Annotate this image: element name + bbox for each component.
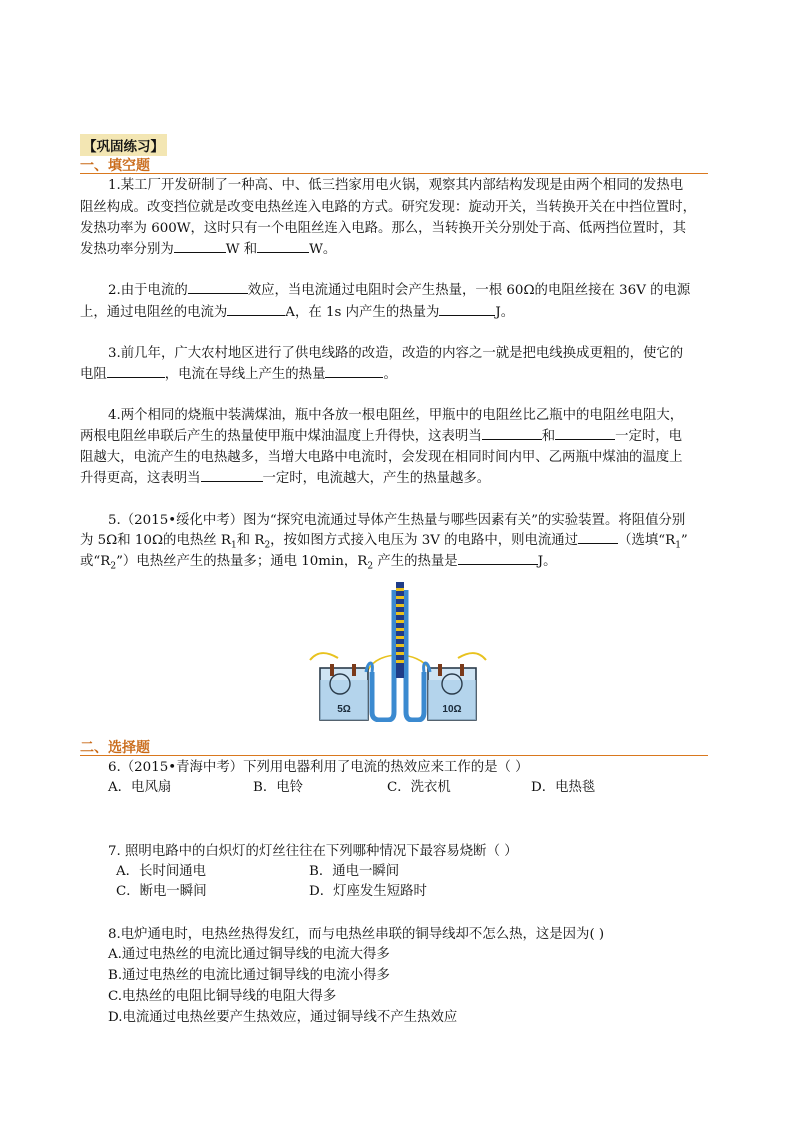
q1-line2: 阻丝构成。改变挡位就是改变电热丝连入电路的方式。研究发现：旋动开关，当转换开关在中挡位置时， bbox=[80, 200, 696, 215]
answer-blank[interactable] bbox=[482, 426, 542, 440]
q5-line2-b: 和 R bbox=[236, 533, 265, 548]
answer-blank[interactable] bbox=[458, 551, 538, 565]
section-divider bbox=[80, 755, 708, 756]
q8-option-d[interactable]: D.电流通过电热丝要产生热效应，通过铜导线不产生热效应 bbox=[108, 1010, 458, 1025]
q2-line2-a: 上，通过电阻丝的电流为 bbox=[80, 305, 228, 320]
section-multiple-choice: 二、选择题 bbox=[80, 740, 150, 756]
q8-option-a[interactable]: A.通过电热丝的电流比通过铜导线的电流大得多 bbox=[108, 947, 390, 962]
q3-line2 bbox=[80, 364, 397, 385]
q4-line2-c: 一定时，电 bbox=[615, 429, 683, 444]
q5-line3-c: 产生的热量是 bbox=[373, 554, 458, 569]
tube-link-right bbox=[424, 663, 430, 672]
q1-line4-a: 发热功率分别为 bbox=[80, 242, 174, 257]
wire-left bbox=[310, 653, 338, 660]
experiment-apparatus-figure bbox=[308, 580, 488, 722]
answer-blank[interactable] bbox=[439, 302, 495, 316]
q3-line2-b: ，电流在导线上产生的热量 bbox=[164, 367, 326, 382]
q5-line1: 5.（2015•绥化中考）图为“探究电流通过导体产生热量与哪些因素有关”的实验装置。将阻值分别 bbox=[108, 513, 686, 528]
q1-line4 bbox=[80, 239, 336, 260]
q6-option-b[interactable]: B．电铃 bbox=[253, 780, 304, 795]
q5-line3 bbox=[80, 551, 556, 578]
q4-line2-a: 两根电阻丝串联后产生的热量使甲瓶中煤油温度上升得快，这表明当 bbox=[80, 429, 482, 444]
answer-blank[interactable] bbox=[201, 468, 263, 482]
q7-option-a[interactable]: A．长时间通电 bbox=[116, 864, 207, 879]
q5-sub: 2 bbox=[110, 561, 117, 572]
q3-line2-a: 电阻 bbox=[80, 367, 107, 382]
q4-line4 bbox=[80, 468, 490, 489]
q5-line2-a: 为 5Ω和 10Ω的电热丝 R bbox=[80, 533, 231, 548]
left-terminal bbox=[330, 664, 334, 676]
left-terminal bbox=[352, 664, 356, 676]
q1-line4-c: W。 bbox=[309, 242, 337, 257]
q5-line2-e: ” bbox=[680, 533, 688, 548]
right-terminal bbox=[438, 664, 442, 676]
answer-blank[interactable] bbox=[555, 426, 615, 440]
q7-option-c[interactable]: C．断电一瞬间 bbox=[116, 884, 207, 899]
u-tube-right bbox=[406, 590, 424, 720]
wire-right bbox=[458, 653, 486, 660]
q1-line1: 1.某工厂开发研制了一种高、中、低三挡家用电火锅，观察其内部结构发现是由两个相同的发热电 bbox=[108, 178, 684, 193]
q8-stem: 8.电炉通电时，电热丝热得发红，而与电热丝串联的铜导线却不怎么热，这是因为( ) bbox=[108, 927, 605, 942]
answer-blank[interactable] bbox=[227, 302, 285, 316]
q7-stem: 7. 照明电路中的白炽灯的灯丝往往在下列哪种情况下最容易烧断（ ） bbox=[108, 844, 518, 859]
q7-option-d[interactable]: D．灯座发生短路时 bbox=[309, 884, 427, 899]
q4-line4-a: 升得更高，这表明当 bbox=[80, 471, 201, 486]
left-resistor-label: 5Ω bbox=[337, 704, 351, 715]
q4-line1: 4.两个相同的烧瓶中装满煤油，瓶中各放一根电阻丝，甲瓶中的电阻丝比乙瓶中的电阻丝电阻大， bbox=[108, 408, 684, 423]
q5-line2-c: ，按如图方式接入电压为 3V 的电路中，则电流通过 bbox=[270, 533, 579, 548]
q4-line4-b: 一定时，电流越大，产生的热量越多。 bbox=[262, 471, 491, 486]
q2-line2-b: A，在 1s 内产生的热量为 bbox=[285, 305, 440, 320]
q5-sub: 2 bbox=[367, 561, 374, 572]
right-resistor-label: 10Ω bbox=[442, 704, 462, 715]
q5-sub: 2 bbox=[264, 540, 271, 551]
q6-option-c[interactable]: C．洗衣机 bbox=[387, 780, 451, 795]
q5-sub: 1 bbox=[230, 540, 237, 551]
q3-line2-c: 。 bbox=[383, 367, 397, 382]
q3-line1: 3.前几年，广大农村地区进行了供电线路的改造，改造的内容之一就是把电线换成更粗的，使它的 bbox=[108, 346, 684, 361]
q2-line2-c: J。 bbox=[495, 305, 515, 320]
answer-blank[interactable] bbox=[325, 364, 383, 378]
q5-sub: 1 bbox=[675, 540, 681, 551]
q5-line2-d: （选填“R bbox=[618, 533, 676, 548]
answer-blank[interactable] bbox=[257, 239, 309, 253]
answer-blank[interactable] bbox=[188, 280, 248, 294]
q8-option-c[interactable]: C.电热丝的电阻比铜导线的电阻大得多 bbox=[108, 989, 337, 1004]
q5-line3-a: 或“R bbox=[80, 554, 111, 569]
q2-line2 bbox=[80, 302, 514, 323]
right-terminal bbox=[460, 664, 464, 676]
q1-line4-b: W 和 bbox=[225, 242, 258, 257]
q8-option-b[interactable]: B.通过电热丝的电流比通过铜导线的电流小得多 bbox=[108, 968, 390, 983]
answer-blank[interactable] bbox=[107, 364, 165, 378]
answer-blank[interactable] bbox=[578, 530, 618, 544]
practice-tag: 【巩固练习】 bbox=[80, 134, 167, 156]
q4-line2 bbox=[80, 426, 682, 447]
q4-line2-b: 和 bbox=[541, 429, 556, 444]
q2-line1-b: 效应，当电流通过电阻时会产生热量，一根 60Ω的电阻丝接在 36V 的电源 bbox=[247, 283, 691, 298]
q1-line3: 发热功率为 600W，这时只有一个电阻丝连入电路。那么，当转换开关分别处于高、低两挡位置时，其 bbox=[80, 221, 686, 236]
q6-stem: 6.（2015•青海中考）下列用电器利用了电流的热效应来工作的是（ ） bbox=[108, 760, 529, 775]
q5-line3-b: ”）电热丝产生的热量多；通电 10min，R bbox=[116, 554, 368, 569]
q5-line3-d: J。 bbox=[537, 554, 557, 569]
answer-blank[interactable] bbox=[174, 239, 226, 253]
section-fill-in: 一、填空题 bbox=[80, 158, 150, 174]
q7-option-b[interactable]: B．通电一瞬间 bbox=[309, 864, 400, 879]
q4-line3: 阻越大，电流产生的电热越多，当增大电路中电流时，会发现在相同时间内甲、乙两瓶中煤油的温度上 bbox=[80, 450, 683, 465]
q6-option-a[interactable]: A．电风扇 bbox=[108, 780, 172, 795]
q6-option-d[interactable]: D．电热毯 bbox=[531, 780, 596, 795]
q2-line1-a: 2.由于电流的 bbox=[108, 283, 188, 298]
section-divider bbox=[80, 173, 708, 174]
q2-line1 bbox=[108, 280, 690, 301]
